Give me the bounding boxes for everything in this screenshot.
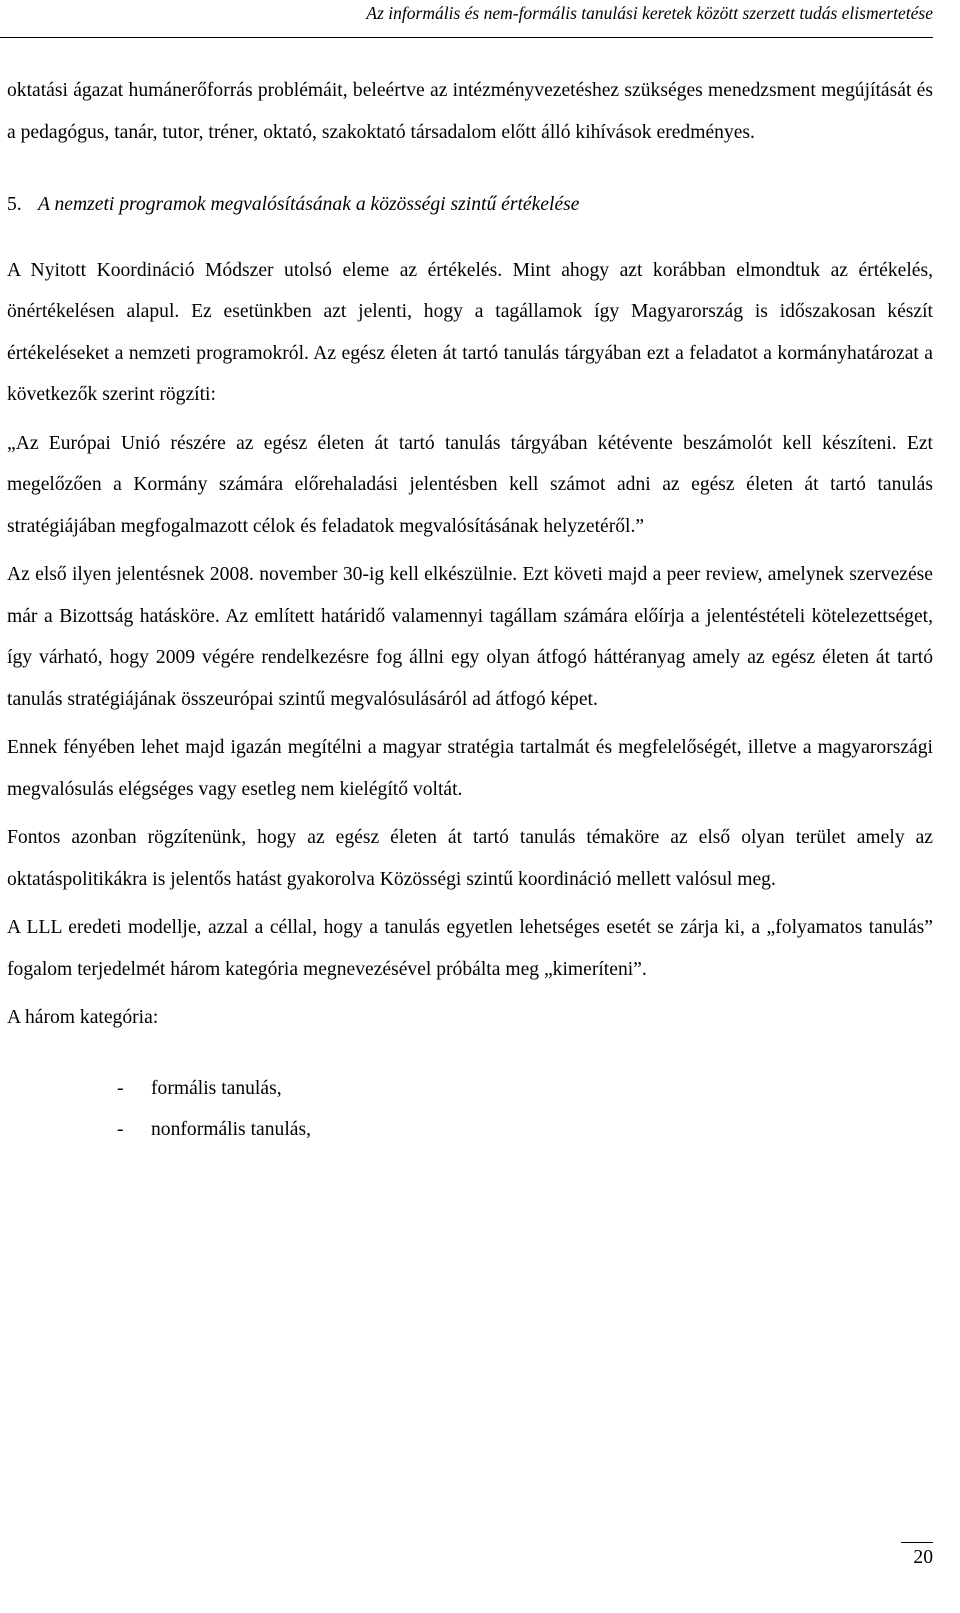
page-content xyxy=(7,70,933,1151)
paragraph: Fontos azonban rögzítenünk, hogy az egész életen át tartó tanulás témaköre az első olyan terület amely az oktatáspolitikákra is jelentős hatást gyakorolva Közösségi szintű koordináció mellett valósul meg. xyxy=(7,827,933,890)
running-header xyxy=(0,0,933,38)
list-item-text: formális tanulás, xyxy=(151,1077,282,1099)
paragraph: Ennek fényében lehet majd igazán megítélni a magyar stratégia tartalmát és megfelelőségét, illetve a magyarországi megvalósulás elégséges vagy esetleg nem kielégítő voltát. xyxy=(7,737,933,800)
category-list xyxy=(7,1068,933,1151)
paragraph: A Nyitott Koordináció Módszer utolsó eleme az értékelés. Mint ahogy azt korábban elmondtuk az értékelés, önértékelésen alapul. Ez esetünkben azt jelenti, hogy a tagállamok így Magyarország is időszakosan készít értékeléseket a nemzeti programokról. Az egész életen át tartó tanulás tárgyában ezt a feladatot a kormányhatározat a következők szerint rögzíti: xyxy=(7,259,933,405)
paragraph: Az első ilyen jelentésnek 2008. november 30-ig kell elkészülnie. Ezt követi majd a peer review, amelynek szervezése már a Bizottság hatásköre. Az említett határidő valamennyi tagállam számára előírja a jelentéstételi kötelezettséget, így várható, hogy 2009 végére rendelkezésre fog állni egy olyan átfogó háttéranyag amely az egész életen át tartó tanulás stratégiájának összeurópai szintű megvalósulásáról ad átfogó képet. xyxy=(7,564,933,710)
list-item xyxy=(7,1068,933,1110)
list-item-text: nonformális tanulás, xyxy=(151,1119,311,1140)
paragraph: A LLL eredeti modellje, azzal a céllal, hogy a tanulás egyetlen lehetséges esetét se zárja ki, a „folyamatos tanulás” fogalom terjedelmét három kategória megnevezésével próbálta meg „kimeríteni”. xyxy=(7,917,933,980)
section-title: A nemzeti programok megvalósításának a közösségi szintű értékelése xyxy=(38,194,580,215)
quote-paragraph: „Az Európai Unió részére az egész életen át tartó tanulás tárgyában kétévente beszámolót kell készíteni. Ezt megelőzően a Kormány számára előrehaladási jelentésben kell számot adni az egész életen át tartó tanulás stratégiájában megfogalmazott célok és feladatok megvalósításának helyzetéről.” xyxy=(7,432,933,537)
paragraph-continued: oktatási ágazat humánerőforrás problémáit, beleértve az intézményvezetéshez szükséges menedzsment megújítását és a pedagógus, tanár, tutor, tréner, oktató, szakoktató társadalom előtt álló kihívások eredményes. xyxy=(7,80,933,143)
paragraph: A három kategória: xyxy=(7,1007,159,1028)
list-dash: - xyxy=(117,1077,124,1099)
section-number: 5. xyxy=(7,194,22,215)
list-item xyxy=(7,1109,933,1151)
running-header-title: Az informális és nem-formális tanulási keretek között szerzett tudás elismertetése xyxy=(366,3,933,23)
footer-rule xyxy=(901,1542,933,1543)
list-dash: - xyxy=(117,1119,124,1140)
section-heading xyxy=(7,184,933,226)
page-number: 20 xyxy=(913,1547,933,1568)
